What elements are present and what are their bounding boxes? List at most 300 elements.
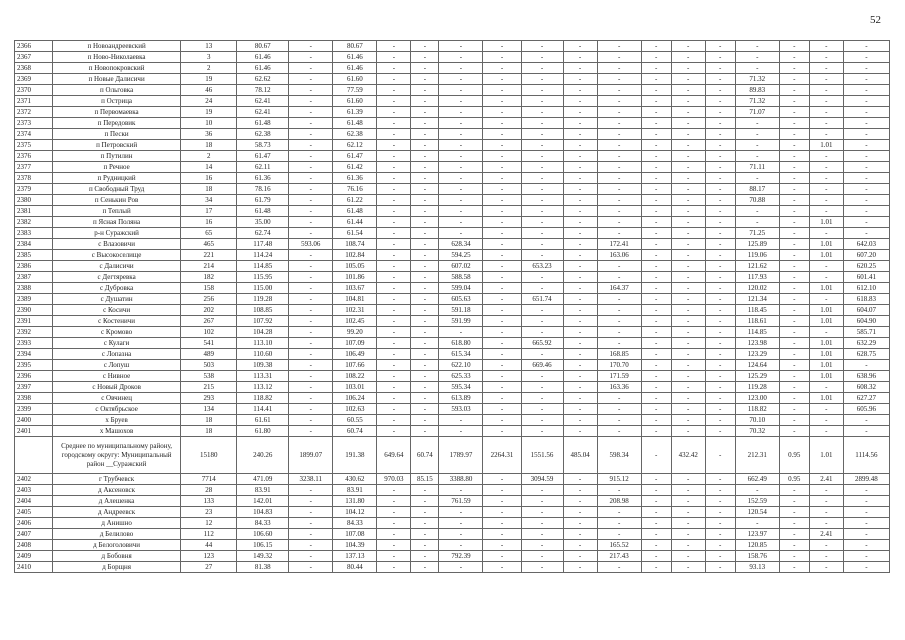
value-cell: -	[597, 52, 641, 63]
value-cell: -	[705, 426, 735, 437]
value-cell: 3388.80	[439, 474, 483, 485]
value-cell: 1551.56	[521, 437, 563, 474]
value-cell: -	[809, 415, 843, 426]
table-row	[15, 404, 890, 415]
value-cell: 113.12	[237, 382, 289, 393]
locality-cell: п Ольговка	[53, 85, 181, 96]
value-cell: -	[671, 118, 705, 129]
value-cell: -	[597, 184, 641, 195]
value-cell: -	[289, 206, 333, 217]
value-cell: -	[439, 74, 483, 85]
value-cell: 593.03	[439, 404, 483, 415]
value-cell: -	[843, 52, 889, 63]
value-cell: 134	[181, 404, 237, 415]
value-cell: -	[483, 107, 521, 118]
value-cell: -	[483, 140, 521, 151]
table-row	[15, 63, 890, 74]
value-cell: -	[705, 129, 735, 140]
value-cell: -	[411, 239, 439, 250]
value-cell: -	[843, 162, 889, 173]
value-cell: -	[597, 217, 641, 228]
value-cell: -	[439, 85, 483, 96]
value-cell: -	[521, 52, 563, 63]
value-cell: -	[521, 404, 563, 415]
locality-cell: с Влазовичи	[53, 239, 181, 250]
table-row	[15, 206, 890, 217]
value-cell: -	[641, 52, 671, 63]
value-cell: -	[779, 63, 809, 74]
value-cell: -	[779, 415, 809, 426]
value-cell: -	[671, 327, 705, 338]
table-row	[15, 228, 890, 239]
value-cell: -	[597, 261, 641, 272]
value-cell: -	[597, 228, 641, 239]
row-number-cell: 2399	[15, 404, 53, 415]
value-cell: -	[411, 52, 439, 63]
value-cell: 202	[181, 305, 237, 316]
value-cell: -	[521, 327, 563, 338]
value-cell: 1.01	[809, 371, 843, 382]
value-cell: -	[779, 217, 809, 228]
locality-cell: п Сенькин Ров	[53, 195, 181, 206]
value-cell: -	[641, 283, 671, 294]
value-cell: -	[411, 85, 439, 96]
value-cell: 256	[181, 294, 237, 305]
value-cell: -	[671, 52, 705, 63]
value-cell: 18	[181, 415, 237, 426]
row-number-cell: 2409	[15, 551, 53, 562]
value-cell: -	[843, 217, 889, 228]
value-cell: -	[439, 507, 483, 518]
value-cell: -	[411, 360, 439, 371]
locality-cell: с Дубровка	[53, 283, 181, 294]
row-number-cell	[15, 437, 53, 474]
value-cell: -	[563, 228, 597, 239]
value-cell: -	[705, 140, 735, 151]
value-cell: -	[483, 316, 521, 327]
table-row	[15, 349, 890, 360]
value-cell: -	[289, 41, 333, 52]
value-cell: -	[439, 140, 483, 151]
value-cell: 71.11	[735, 162, 779, 173]
value-cell: 102	[181, 327, 237, 338]
value-cell: -	[671, 404, 705, 415]
value-cell: -	[289, 551, 333, 562]
value-cell: -	[483, 338, 521, 349]
value-cell: -	[377, 562, 411, 573]
value-cell: -	[641, 140, 671, 151]
value-cell: -	[289, 507, 333, 518]
value-cell: 1.01	[809, 316, 843, 327]
value-cell: -	[439, 426, 483, 437]
value-cell: 2899.48	[843, 474, 889, 485]
value-cell: -	[641, 74, 671, 85]
value-cell: -	[483, 404, 521, 415]
value-cell: -	[483, 305, 521, 316]
value-cell: -	[705, 349, 735, 360]
row-number-cell: 2382	[15, 217, 53, 228]
value-cell: 106.15	[237, 540, 289, 551]
value-cell: -	[809, 74, 843, 85]
value-cell: -	[641, 217, 671, 228]
value-cell: 125.29	[735, 371, 779, 382]
value-cell: -	[705, 551, 735, 562]
value-cell: -	[563, 140, 597, 151]
value-cell: 191.38	[333, 437, 377, 474]
value-cell: 108.74	[333, 239, 377, 250]
value-cell: 19	[181, 74, 237, 85]
value-cell: 61.54	[333, 228, 377, 239]
value-cell: -	[563, 184, 597, 195]
value-cell: -	[411, 129, 439, 140]
value-cell: 17	[181, 206, 237, 217]
value-cell: -	[671, 485, 705, 496]
value-cell: 1.01	[809, 250, 843, 261]
value-cell: -	[483, 52, 521, 63]
value-cell: -	[843, 118, 889, 129]
value-cell: -	[779, 206, 809, 217]
value-cell: -	[779, 507, 809, 518]
value-cell: 2	[181, 63, 237, 74]
value-cell: -	[439, 195, 483, 206]
value-cell: -	[411, 162, 439, 173]
value-cell: -	[521, 349, 563, 360]
value-cell: -	[563, 529, 597, 540]
value-cell: 62.38	[237, 129, 289, 140]
value-cell: -	[705, 415, 735, 426]
value-cell: -	[563, 562, 597, 573]
table-row	[15, 393, 890, 404]
value-cell: -	[705, 206, 735, 217]
value-cell: -	[289, 261, 333, 272]
value-cell: 215	[181, 382, 237, 393]
value-cell: 591.18	[439, 305, 483, 316]
value-cell: -	[483, 96, 521, 107]
value-cell: -	[809, 129, 843, 140]
value-cell: -	[411, 107, 439, 118]
value-cell: -	[809, 404, 843, 415]
value-cell: 61.46	[237, 52, 289, 63]
locality-cell: п Новоандреевский	[53, 41, 181, 52]
value-cell: -	[521, 184, 563, 195]
value-cell: 114.85	[237, 261, 289, 272]
value-cell: -	[439, 485, 483, 496]
value-cell: -	[597, 85, 641, 96]
value-cell: -	[641, 305, 671, 316]
value-cell: -	[483, 129, 521, 140]
value-cell: 61.22	[333, 195, 377, 206]
row-number-cell: 2403	[15, 485, 53, 496]
value-cell: -	[597, 206, 641, 217]
value-cell: 585.71	[843, 327, 889, 338]
value-cell: -	[705, 184, 735, 195]
value-cell: -	[377, 140, 411, 151]
locality-cell: с Кромово	[53, 327, 181, 338]
value-cell: -	[377, 272, 411, 283]
value-cell: 538	[181, 371, 237, 382]
row-number-cell: 2393	[15, 338, 53, 349]
value-cell: -	[705, 272, 735, 283]
value-cell: 170.70	[597, 360, 641, 371]
value-cell: 1899.07	[289, 437, 333, 474]
value-cell: 114.41	[237, 404, 289, 415]
value-cell: -	[705, 338, 735, 349]
value-cell: -	[377, 195, 411, 206]
value-cell: -	[671, 518, 705, 529]
value-cell: -	[641, 206, 671, 217]
table-row	[15, 529, 890, 540]
value-cell: -	[483, 63, 521, 74]
value-cell: 761.59	[439, 496, 483, 507]
value-cell: -	[289, 338, 333, 349]
value-cell: 605.96	[843, 404, 889, 415]
value-cell: 2	[181, 151, 237, 162]
value-cell: 12	[181, 518, 237, 529]
value-cell: -	[641, 162, 671, 173]
value-cell: -	[377, 74, 411, 85]
value-cell: 99.20	[333, 327, 377, 338]
value-cell: 1114.56	[843, 437, 889, 474]
value-cell: -	[641, 496, 671, 507]
value-cell: 102.63	[333, 404, 377, 415]
table-row	[15, 316, 890, 327]
value-cell: 214	[181, 261, 237, 272]
value-cell: -	[377, 507, 411, 518]
value-cell: -	[411, 206, 439, 217]
row-number-cell: 2397	[15, 382, 53, 393]
row-number-cell: 2368	[15, 63, 53, 74]
value-cell: -	[705, 96, 735, 107]
value-cell: -	[521, 85, 563, 96]
locality-cell: с Костеничи	[53, 316, 181, 327]
value-cell: -	[779, 195, 809, 206]
value-cell: 77.59	[333, 85, 377, 96]
value-cell: -	[289, 415, 333, 426]
table-row	[15, 162, 890, 173]
value-cell: -	[289, 518, 333, 529]
value-cell: -	[641, 63, 671, 74]
table-row	[15, 217, 890, 228]
value-cell: 104.81	[333, 294, 377, 305]
row-number-cell: 2370	[15, 85, 53, 96]
value-cell: -	[597, 507, 641, 518]
value-cell: -	[843, 415, 889, 426]
value-cell: 149.32	[237, 551, 289, 562]
value-cell: 80.67	[237, 41, 289, 52]
value-cell: -	[641, 151, 671, 162]
value-cell: 432.42	[671, 437, 705, 474]
value-cell: -	[705, 507, 735, 518]
row-number-cell: 2374	[15, 129, 53, 140]
value-cell: -	[521, 228, 563, 239]
value-cell: -	[289, 217, 333, 228]
value-cell: -	[483, 551, 521, 562]
row-number-cell: 2366	[15, 41, 53, 52]
value-cell: 485.04	[563, 437, 597, 474]
value-cell: -	[377, 52, 411, 63]
value-cell: -	[641, 349, 671, 360]
value-cell: -	[705, 496, 735, 507]
value-cell: 1.01	[809, 217, 843, 228]
value-cell: 107.92	[237, 316, 289, 327]
value-cell: -	[289, 327, 333, 338]
locality-cell: п Ново-Николаевка	[53, 52, 181, 63]
value-cell: 595.34	[439, 382, 483, 393]
value-cell: -	[411, 496, 439, 507]
value-cell: 1.01	[809, 393, 843, 404]
value-cell: -	[377, 382, 411, 393]
value-cell: -	[671, 551, 705, 562]
value-cell: -	[521, 195, 563, 206]
value-cell: -	[563, 261, 597, 272]
value-cell: -	[563, 107, 597, 118]
value-cell: -	[483, 518, 521, 529]
value-cell: 665.92	[521, 338, 563, 349]
value-cell: -	[483, 272, 521, 283]
value-cell: -	[671, 96, 705, 107]
value-cell: -	[563, 349, 597, 360]
locality-cell: с Нивное	[53, 371, 181, 382]
value-cell: -	[483, 41, 521, 52]
value-cell: -	[843, 228, 889, 239]
value-cell: 638.96	[843, 371, 889, 382]
value-cell: 3	[181, 52, 237, 63]
value-cell: 113.10	[237, 338, 289, 349]
value-cell: -	[411, 485, 439, 496]
row-number-cell: 2392	[15, 327, 53, 338]
value-cell: -	[705, 474, 735, 485]
value-cell: -	[563, 162, 597, 173]
value-cell: -	[411, 151, 439, 162]
value-cell: -	[809, 173, 843, 184]
value-cell: 35.00	[237, 217, 289, 228]
value-cell: -	[377, 173, 411, 184]
table-row	[15, 305, 890, 316]
value-cell: -	[483, 228, 521, 239]
table-row	[15, 85, 890, 96]
row-number-cell: 2386	[15, 261, 53, 272]
value-cell: -	[289, 393, 333, 404]
value-cell: -	[411, 327, 439, 338]
value-cell: -	[563, 415, 597, 426]
value-cell: 163.36	[597, 382, 641, 393]
table-row	[15, 382, 890, 393]
value-cell: -	[411, 228, 439, 239]
table-row	[15, 129, 890, 140]
value-cell: -	[439, 129, 483, 140]
value-cell: 107.66	[333, 360, 377, 371]
value-cell: 71.25	[735, 228, 779, 239]
value-cell: 123	[181, 551, 237, 562]
value-cell: -	[705, 485, 735, 496]
locality-cell: п Острица	[53, 96, 181, 107]
value-cell: -	[641, 437, 671, 474]
value-cell: -	[289, 96, 333, 107]
value-cell: -	[779, 518, 809, 529]
value-cell: -	[843, 129, 889, 140]
locality-cell: г Трубчевск	[53, 474, 181, 485]
value-cell: 18	[181, 140, 237, 151]
row-number-cell: 2380	[15, 195, 53, 206]
row-number-cell: 2379	[15, 184, 53, 195]
value-cell: 61.61	[237, 415, 289, 426]
value-cell: -	[411, 250, 439, 261]
value-cell: -	[521, 551, 563, 562]
value-cell: -	[563, 371, 597, 382]
value-cell: -	[521, 151, 563, 162]
value-cell: -	[779, 316, 809, 327]
value-cell: -	[411, 415, 439, 426]
value-cell: -	[705, 529, 735, 540]
value-cell: 85.15	[411, 474, 439, 485]
value-cell: -	[705, 41, 735, 52]
value-cell: 62.11	[237, 162, 289, 173]
value-cell: -	[705, 371, 735, 382]
value-cell: -	[439, 529, 483, 540]
row-number-cell: 2391	[15, 316, 53, 327]
value-cell: 60.55	[333, 415, 377, 426]
table-row	[15, 74, 890, 85]
value-cell: 622.10	[439, 360, 483, 371]
value-cell: -	[483, 217, 521, 228]
value-cell: -	[377, 540, 411, 551]
value-cell: -	[809, 551, 843, 562]
value-cell: -	[521, 507, 563, 518]
value-cell: 101.86	[333, 272, 377, 283]
value-cell: -	[411, 371, 439, 382]
value-cell: -	[377, 228, 411, 239]
value-cell: -	[563, 118, 597, 129]
value-cell: -	[671, 151, 705, 162]
value-cell: 60.74	[333, 426, 377, 437]
value-cell: 120.54	[735, 507, 779, 518]
value-cell: -	[377, 305, 411, 316]
value-cell: 293	[181, 393, 237, 404]
value-cell: -	[289, 316, 333, 327]
value-cell: 62.74	[237, 228, 289, 239]
value-cell: 168.85	[597, 349, 641, 360]
value-cell: -	[563, 272, 597, 283]
value-cell: 120.85	[735, 540, 779, 551]
value-cell: -	[289, 283, 333, 294]
value-cell: -	[843, 540, 889, 551]
value-cell: -	[641, 382, 671, 393]
value-cell: -	[521, 496, 563, 507]
value-cell: -	[289, 404, 333, 415]
locality-cell: с Высокоселище	[53, 250, 181, 261]
value-cell: -	[641, 250, 671, 261]
locality-cell: п Речное	[53, 162, 181, 173]
value-cell: -	[843, 551, 889, 562]
value-cell: -	[439, 415, 483, 426]
value-cell: -	[735, 151, 779, 162]
table-row	[15, 272, 890, 283]
value-cell: -	[843, 96, 889, 107]
value-cell: -	[779, 96, 809, 107]
value-cell: 61.48	[333, 206, 377, 217]
value-cell: -	[641, 173, 671, 184]
value-cell: 669.46	[521, 360, 563, 371]
value-cell: 24	[181, 96, 237, 107]
value-cell: -	[597, 485, 641, 496]
value-cell: -	[705, 327, 735, 338]
value-cell: -	[411, 349, 439, 360]
value-cell: -	[439, 228, 483, 239]
value-cell: -	[377, 107, 411, 118]
value-cell: -	[377, 250, 411, 261]
value-cell: 651.74	[521, 294, 563, 305]
value-cell: -	[779, 371, 809, 382]
